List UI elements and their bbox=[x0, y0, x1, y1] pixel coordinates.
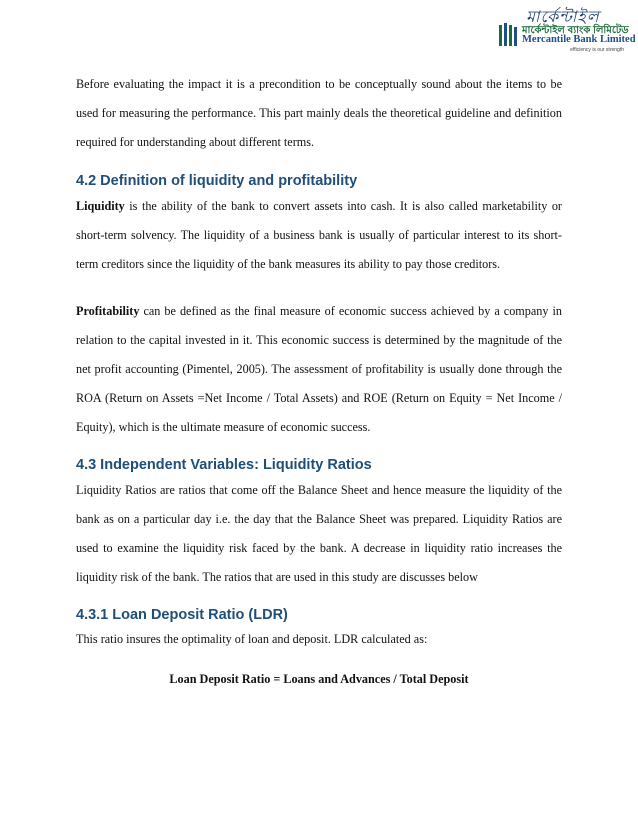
profitability-definition: can be defined as the final measure of economic success achieved by a company in relation to the capital invested in it. This economic success is determined by the magnitude of the net profit accounting (Pimentel, 2005). The assessment of profitability is usually done through the ROA (Return on Assets =Net Income / Total Assets) and ROE (Return on Equity = Net Income / Equity), which is the ultimate measure of economic success. bbox=[76, 304, 562, 434]
logo-mark-icon bbox=[498, 22, 518, 48]
logo-script-text: মার্কেন্টাইল bbox=[526, 7, 600, 26]
logo-bank-name: Mercantile Bank Limited bbox=[522, 34, 636, 45]
profitability-paragraph bbox=[76, 297, 562, 442]
heading-4-3: 4.3 Independent Variables: Liquidity Ratios bbox=[76, 457, 372, 473]
liquidity-definition: is the ability of the bank to convert assets into cash. It is also called marketability or short-term solvency. The liquidity of a business bank is usually of particular interest to its short-term creditors since the liquidity of the bank measures its ability to pay those creditors. bbox=[76, 199, 562, 271]
liquidity-term: Liquidity bbox=[76, 199, 125, 213]
ldr-formula: Loan Deposit Ratio = Loans and Advances / Total Deposit bbox=[169, 672, 469, 686]
heading-4-3-1: 4.3.1 Loan Deposit Ratio (LDR) bbox=[76, 607, 288, 623]
logo-tagline: efficiency is our strength bbox=[570, 47, 624, 53]
heading-4-2: 4.2 Definition of liquidity and profitability bbox=[76, 173, 358, 189]
ldr-paragraph: This ratio insures the optimality of loan and deposit. LDR calculated as: bbox=[76, 632, 428, 646]
liquidity-paragraph bbox=[76, 192, 562, 279]
profitability-term: Profitability bbox=[76, 304, 140, 318]
bank-logo bbox=[498, 4, 636, 54]
document-body bbox=[76, 70, 562, 687]
intro-paragraph: Before evaluating the impact it is a precondition to be conceptually sound about the items to be used for measuring the performance. This part mainly deals the theoretical guideline and definition required for understanding about different terms. bbox=[76, 77, 562, 149]
logo-bengali-name: মার্কেন্টাইল ব্যাংক লিমিটেড bbox=[522, 25, 629, 36]
liquidity-ratios-paragraph: Liquidity Ratios are ratios that come off the Balance Sheet and hence measure the liquidity of the bank as on a particular day i.e. the day that the Balance Sheet was prepared. Liquidity Ratios are used to examine the liquidity risk faced by the bank. A decrease in liquidity ratio increases the liquidity risk of the bank. The ratios that are used in this study are discusses below bbox=[76, 483, 562, 584]
